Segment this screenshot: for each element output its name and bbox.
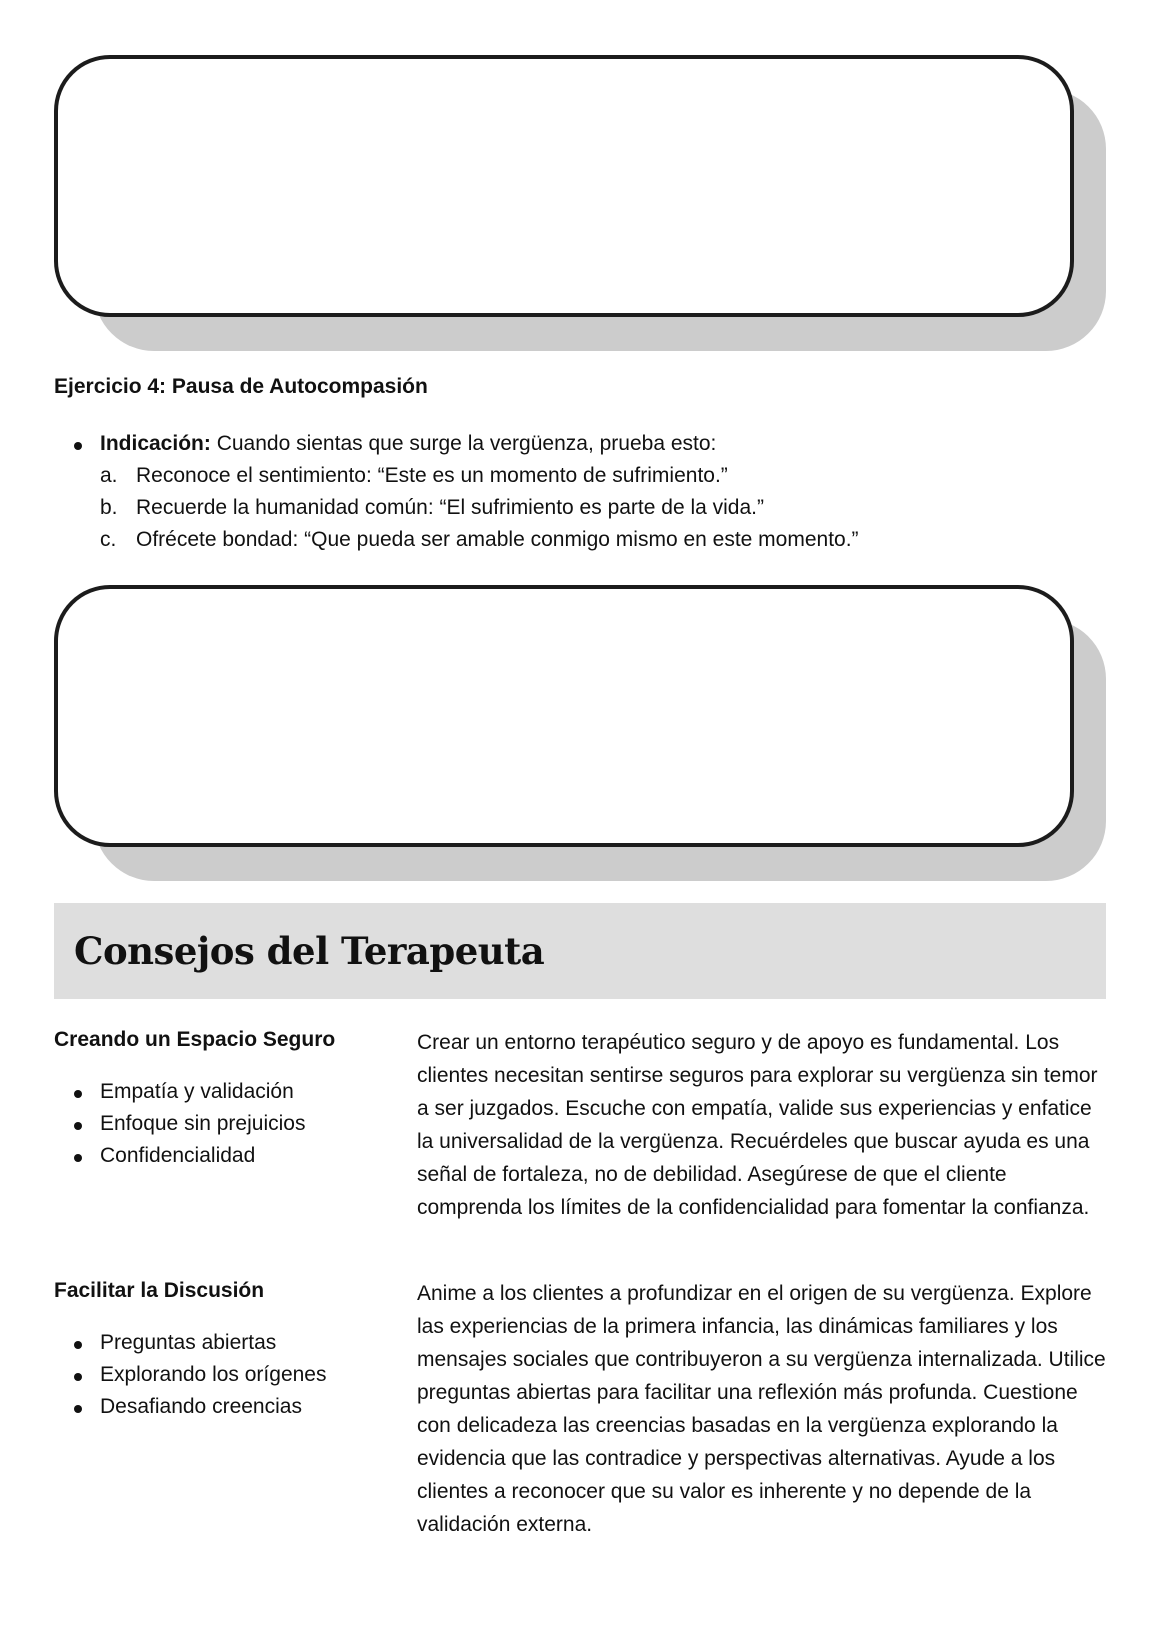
writing-box-area[interactable] — [54, 585, 1074, 847]
step-text: Reconoce el sentimiento: “Este es un momento de sufrimiento.” — [136, 464, 728, 487]
tip-keypoint: Preguntas abiertas — [54, 1327, 394, 1359]
prompt-text: Cuando sientas que surge la vergüenza, prueba esto: — [210, 432, 717, 455]
writing-box-1[interactable] — [54, 55, 1074, 317]
tip-body: Anime a los clientes a profundizar en el origen de su vergüenza. Explore las experiencias de la primera infancia, las dinámicas familiares y los mensajes sociales que contribuyeron a su vergüenza internalizada. Utilice preguntas abiertas para facilitar una reflexión más profunda. Cuestione con delicadeza las creencias basadas en la vergüenza explorando la evidencia que las contradice y perspectivas alternativas. Ayude a los clientes a reconocer que su valor es inherente y no depende de la validación externa. — [417, 1282, 1106, 1536]
prompt-label: Indicación: — [100, 432, 211, 455]
exercise-step — [54, 492, 1054, 524]
step-marker: c. — [100, 528, 117, 551]
tip-body: Crear un entorno terapéutico seguro y de apoyo es fundamental. Los clientes necesitan sentirse seguros para explorar su vergüenza sin temor a ser juzgados. Escuche con empatía, valide sus experiencias y enfatice la universalidad de la vergüenza. Recuérdeles que buscar ayuda es una señal de fortaleza, no de debilidad. Asegúrese de que el cliente comprenda los límites de la confidencialidad para fomentar la confianza. — [417, 1031, 1098, 1219]
tip-keypoint: Desafiando creencias — [54, 1391, 394, 1423]
exercise-prompt-list — [54, 428, 1054, 556]
tip-keypoints — [54, 1076, 394, 1172]
exercise-step — [54, 524, 1054, 556]
tip-heading: Creando un Espacio Seguro — [54, 1028, 336, 1051]
tip-keypoint: Enfoque sin prejuicios — [54, 1108, 394, 1140]
exercise-steps-container — [54, 460, 1054, 556]
section-title: Consejos del Terapeuta — [74, 929, 545, 973]
step-marker: a. — [100, 464, 118, 487]
writing-box-2[interactable] — [54, 585, 1074, 847]
tip-keypoint: Explorando los orígenes — [54, 1359, 394, 1391]
section-header — [54, 903, 1106, 999]
exercise-title: Ejercicio 4: Pausa de Autocompasión — [54, 375, 428, 398]
tip-keypoints — [54, 1327, 394, 1423]
tip-heading: Facilitar la Discusión — [54, 1279, 265, 1302]
writing-box-area[interactable] — [54, 55, 1074, 317]
tip-sidebar — [54, 1277, 394, 1423]
tip-keypoint: Confidencialidad — [54, 1140, 394, 1172]
step-text: Recuerde la humanidad común: “El sufrimiento es parte de la vida.” — [136, 496, 764, 519]
exercise-steps — [54, 460, 1054, 556]
step-marker: b. — [100, 496, 118, 519]
tip-keypoint: Empatía y validación — [54, 1076, 394, 1108]
step-text: Ofrécete bondad: “Que pueda ser amable conmigo mismo en este momento.” — [136, 528, 859, 551]
exercise-prompt — [54, 428, 1054, 460]
tip-sidebar — [54, 1026, 394, 1172]
exercise-step — [54, 460, 1054, 492]
